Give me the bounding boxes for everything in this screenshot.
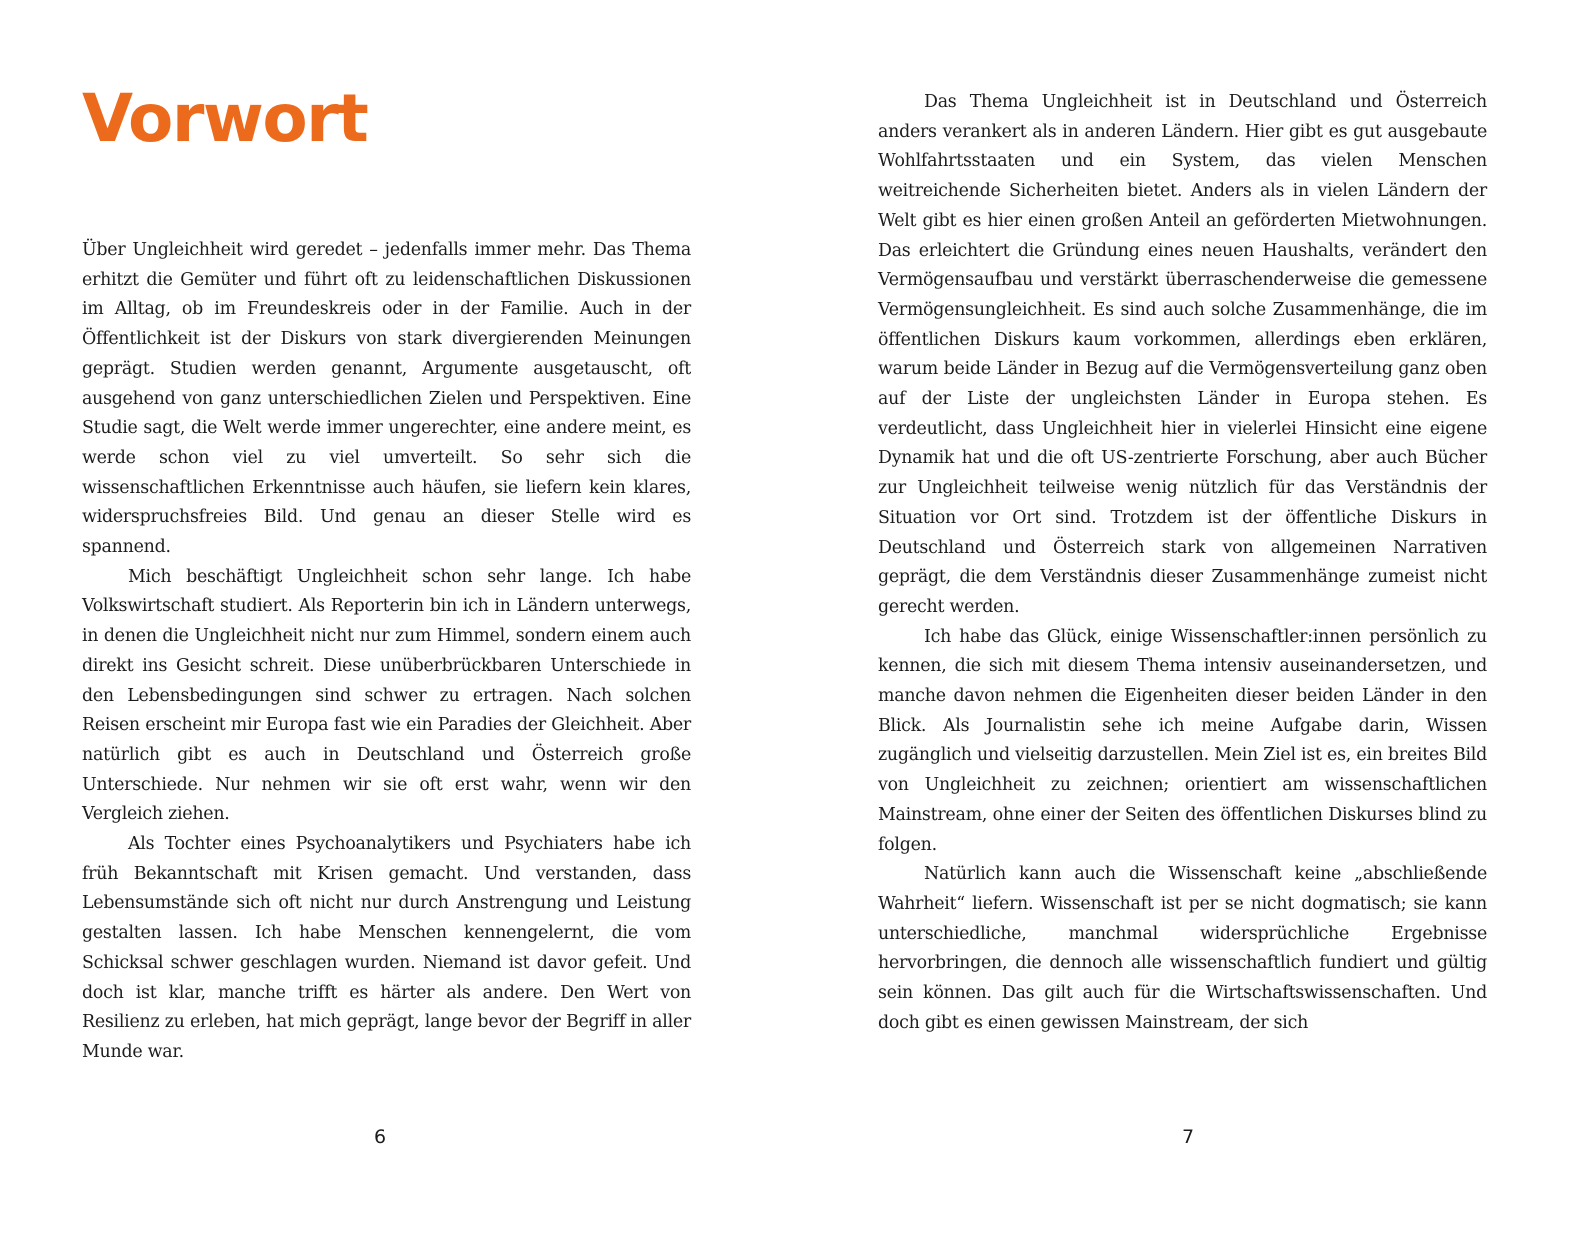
paragraph: Natürlich kann auch die Wissenschaft keine „abschließende Wahrheit“ liefern. Wissenschaft ist per se nicht dogmatisch; sie kann unterschiedliche, manchmal widersprüchliche Ergebnisse hervorbringen, die dennoch alle wissenschaftlich fundiert und gültig sein können. Das gilt auch für die Wirtschaftswissenschaften. Und doch gibt es einen gewissen Mainstream, der sich	[878, 864, 1487, 1033]
chapter-title: Vorwort	[82, 80, 368, 157]
paragraph: Als Tochter eines Psychoanalytikers und Psychiaters habe ich früh Bekanntschaft mit Krisen gemacht. Und verstanden, dass Lebensumstände sich oft nicht nur durch Anstrengung und Leistung gestalten lassen. Ich habe Menschen kennengelernt, die vom Schicksal schwer geschlagen wurden. Niemand ist davor gefeit. Und doch ist klar, manche trifft es härter als andere. Den Wert von Resilienz zu erleben, hat mich geprägt, lange bevor der Begriff in aller Munde war.	[82, 834, 691, 1062]
page-number: 7	[1181, 1126, 1195, 1148]
left-page-body	[82, 236, 691, 1068]
paragraph: Mich beschäftigt Ungleichheit schon sehr lange. Ich habe Volkswirtschaft studiert. Als Reporterin bin ich in Ländern unterwegs, in denen die Ungleichheit nicht nur zum Himmel, sondern einem auch direkt ins Gesicht schreit. Diese unüberbrückbaren Unterschiede in den Lebensbedingungen sind schwer zu ertragen. Nach solchen Reisen erscheint mir Europa fast wie ein Paradies der Gleichheit. Aber natürlich gibt es auch in Deutschland und Österreich große Unterschiede. Nur nehmen wir sie oft erst wahr, wenn wir den Vergleich ziehen.	[82, 566, 691, 825]
paragraph: Über Ungleichheit wird geredet – jedenfalls immer mehr. Das Thema erhitzt die Gemüter und führt oft zu leidenschaftlichen Diskussionen im Alltag, ob im Freundeskreis oder in der Familie. Auch in der Öffentlichkeit ist der Diskurs von stark divergierenden Meinungen geprägt. Studien werden genannt, Argumente ausgetauscht, oft ausgehend von ganz unterschiedlichen Zielen und Perspektiven. Eine Studie sagt, die Welt werde immer ungerechter, eine andere meint, es werde schon viel zu viel umverteilt. So sehr sich die wissenschaftlichen Erkenntnisse auch häufen, sie liefern kein klares, widerspruchsfreies Bild. Und genau an dieser Stelle wird es spannend.	[82, 240, 691, 558]
paragraph: Ich habe das Glück, einige Wissenschaftler:innen persönlich zu kennen, die sich mit diesem Thema intensiv auseinandersetzen, und manche davon nehmen die Eigenheiten dieser beiden Länder in den Blick. Als Journalistin sehe ich meine Aufgabe darin, Wissen zugänglich und vielseitig darzustellen. Mein Ziel ist es, ein breites Bild von Ungleichheit zu zeichnen; orientiert am wissenschaftlichen Mainstream, ohne einer der Seiten des öffentlichen Diskurses blind zu folgen.	[878, 626, 1487, 855]
paragraph: Das Thema Ungleichheit ist in Deutschland und Österreich anders verankert als in anderen Ländern. Hier gibt es gut ausgebaute Wohlfahrtsstaaten und ein System, das vielen Menschen weitreichende Sicherheiten bietet. Anders als in vielen Ländern der Welt gibt es hier einen großen Anteil an geförderten Mietwohnungen. Das erleichtert die Gründung eines neuen Haushalts, verändert den Vermögensaufbau und verstärkt überraschenderweise die gemessene Vermögensungleichheit. Es sind auch solche Zusammenhänge, die im öffentlichen Diskurs kaum vorkommen, allerdings eben erklären, warum beide Länder in Bezug auf die Vermögensverteilung ganz oben auf der Liste der ungleichsten Länder in Europa stehen. Es verdeutlicht, dass Ungleichheit hier in vielerlei Hinsicht eine eigene Dynamik hat und die oft US-zentrierte Forschung, aber auch Bücher zur Ungleichheit teilweise wenig nützlich für das Verständnis der Situation vor Ort sind. Trotzdem ist der öffentliche Diskurs in Deutschland und Österreich stark von allgemeinen Narrativen geprägt, die dem Verständnis dieser Zusammenhänge zumeist nicht gerecht werden.	[878, 92, 1487, 617]
right-page-body	[878, 88, 1487, 1039]
right-page	[798, 0, 1595, 1241]
left-page	[0, 0, 797, 1241]
page-number: 6	[373, 1126, 387, 1148]
